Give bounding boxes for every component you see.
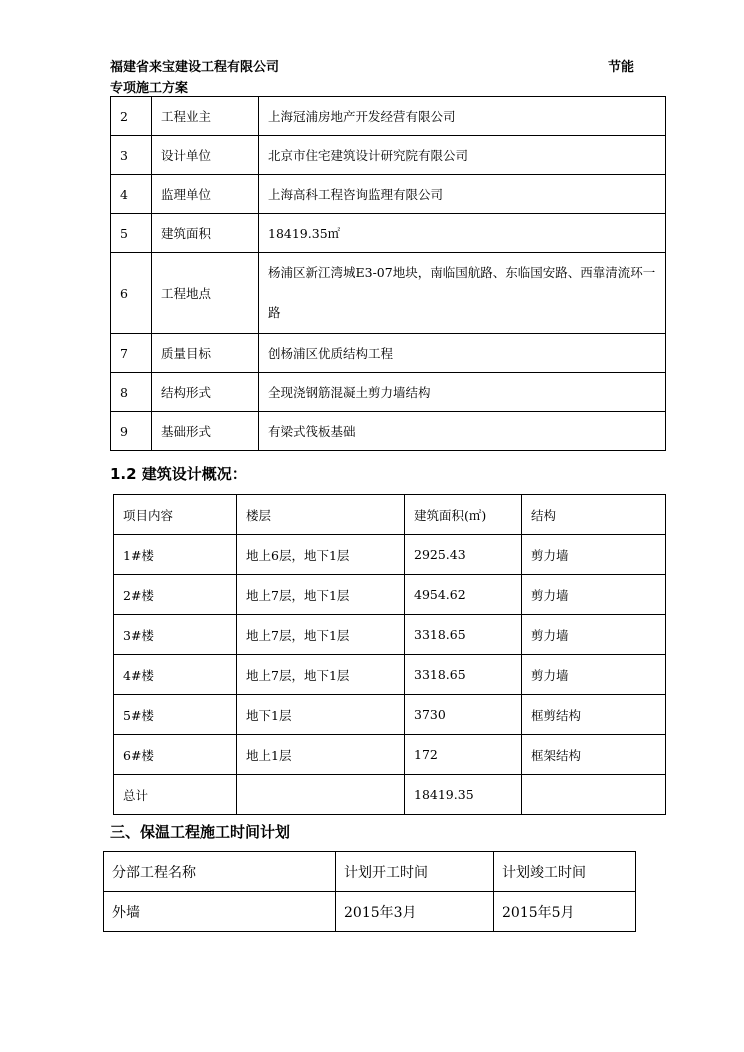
row-value: 上海高科工程咨询监理有限公司: [259, 175, 666, 214]
row-item: 基础形式: [152, 412, 259, 451]
building-name: 5#楼: [114, 695, 237, 735]
column-header: 计划开工时间: [336, 852, 494, 892]
column-header: 楼层: [237, 495, 405, 535]
row-value: 有梁式筏板基础: [259, 412, 666, 451]
schedule-item: 外墙: [104, 892, 336, 932]
table-row: [114, 575, 666, 615]
table-row: [111, 97, 666, 136]
building-name: 3#楼: [114, 615, 237, 655]
row-number: 5: [111, 214, 152, 253]
row-number: 8: [111, 373, 152, 412]
total-label: 总计: [114, 775, 237, 815]
building-floors: 地上6层，地下1层: [237, 535, 405, 575]
table-row: [114, 615, 666, 655]
building-floors: 地上7层，地下1层: [237, 575, 405, 615]
building-floors: 地下1层: [237, 695, 405, 735]
building-area: 4954.62: [405, 575, 522, 615]
document-topic: 节能: [608, 60, 635, 75]
insulation-schedule-table: [103, 851, 636, 932]
company-name: 福建省来宝建设工程有限公司: [110, 60, 280, 75]
building-area: 3318.65: [405, 655, 522, 695]
row-number: 2: [111, 97, 152, 136]
building-name: 6#楼: [114, 735, 237, 775]
table-row: [114, 655, 666, 695]
table-row: [111, 373, 666, 412]
column-header: 计划竣工时间: [494, 852, 636, 892]
column-header: 结构: [522, 495, 666, 535]
building-structure: 框架结构: [522, 735, 666, 775]
row-item: 监理单位: [152, 175, 259, 214]
building-floors: 地上7层，地下1层: [237, 655, 405, 695]
table-row: [111, 175, 666, 214]
building-area: 172: [405, 735, 522, 775]
row-item: 工程地点: [152, 253, 259, 334]
schedule-end: 2015年5月: [494, 892, 636, 932]
building-name: 4#楼: [114, 655, 237, 695]
building-structure: 剪力墙: [522, 615, 666, 655]
table-row: [111, 253, 666, 334]
table-row: [111, 334, 666, 373]
building-structure: 剪力墙: [522, 575, 666, 615]
column-header: 项目内容: [114, 495, 237, 535]
section-heading-schedule: 三、保温工程施工时间计划: [110, 823, 291, 841]
table-row: [111, 214, 666, 253]
row-item: 质量目标: [152, 334, 259, 373]
table-row: [114, 695, 666, 735]
table-header-row: [114, 495, 666, 535]
row-value: 杨浦区新江湾城E3-07地块，南临国航路、东临国安路、西靠清流环一路: [259, 253, 666, 334]
table-row: [114, 535, 666, 575]
building-name: 1#楼: [114, 535, 237, 575]
project-info-table: [110, 96, 666, 451]
row-item: 设计单位: [152, 136, 259, 175]
row-item: 结构形式: [152, 373, 259, 412]
row-number: 9: [111, 412, 152, 451]
table-row: [111, 136, 666, 175]
row-value: 全现浇钢筋混凝土剪力墙结构: [259, 373, 666, 412]
table-row: [104, 892, 636, 932]
building-area: 3730: [405, 695, 522, 735]
row-item: 建筑面积: [152, 214, 259, 253]
schedule-start: 2015年3月: [336, 892, 494, 932]
table-row: [111, 412, 666, 451]
row-item: 工程业主: [152, 97, 259, 136]
document-title: 专项施工方案: [110, 81, 189, 96]
building-area: 3318.65: [405, 615, 522, 655]
section-heading-building-overview: 1.2 建筑设计概况：: [110, 465, 247, 483]
building-name: 2#楼: [114, 575, 237, 615]
building-structure: 框剪结构: [522, 695, 666, 735]
column-header: 建筑面积(㎡): [405, 495, 522, 535]
building-floors: 地上7层，地下1层: [237, 615, 405, 655]
column-header: 分部工程名称: [104, 852, 336, 892]
row-value: 北京市住宅建筑设计研究院有限公司: [259, 136, 666, 175]
building-area: 2925.43: [405, 535, 522, 575]
building-floors: 地上1层: [237, 735, 405, 775]
row-number: 6: [111, 253, 152, 334]
row-value: 上海冠浦房地产开发经营有限公司: [259, 97, 666, 136]
building-overview-table: [113, 494, 666, 815]
row-value: 创杨浦区优质结构工程: [259, 334, 666, 373]
row-number: 3: [111, 136, 152, 175]
total-floors: [237, 775, 405, 815]
total-area: 18419.35: [405, 775, 522, 815]
building-structure: 剪力墙: [522, 655, 666, 695]
row-value: 18419.35㎡: [259, 214, 666, 253]
table-total-row: [114, 775, 666, 815]
row-number: 7: [111, 334, 152, 373]
building-structure: 剪力墙: [522, 535, 666, 575]
row-number: 4: [111, 175, 152, 214]
total-structure: [522, 775, 666, 815]
table-row: [114, 735, 666, 775]
table-header-row: [104, 852, 636, 892]
